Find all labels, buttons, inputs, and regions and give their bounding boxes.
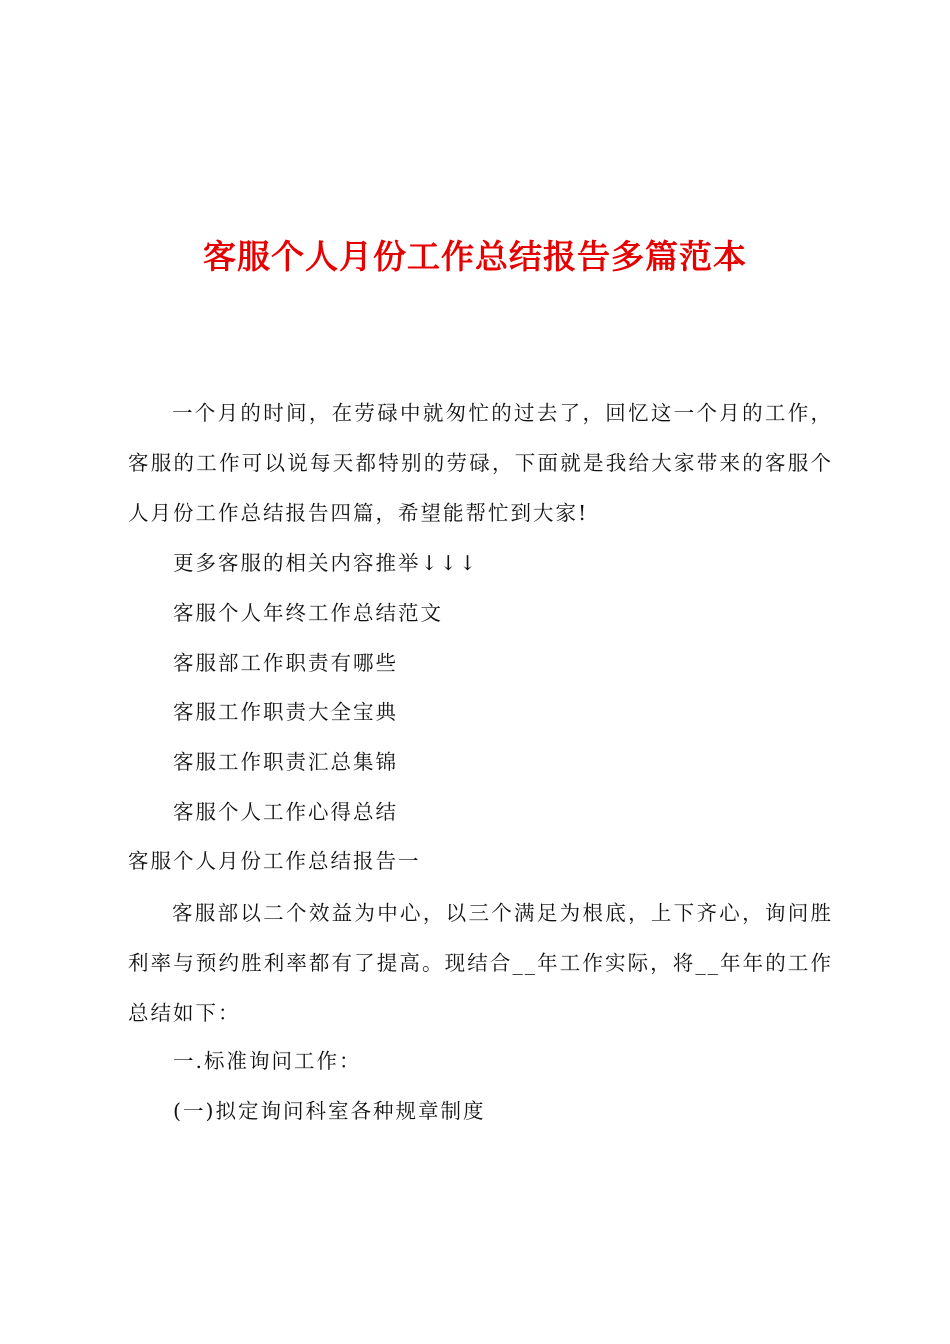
related-link[interactable]: 客服工作职责大全宝典	[173, 700, 398, 724]
intro-paragraph: 一个月的时间，在劳碌中就匆忙的过去了，回忆这一个月的工作，客服的工作可以说每天都特别的劳碌，下面就是我给大家带来的客服个人月份工作总结报告四篇，希望能帮忙到大家!	[128, 401, 833, 525]
document-title: 客服个人月份工作总结报告多篇范本	[203, 237, 747, 277]
section-body-paragraph: 客服部以二个效益为中心，以三个满足为根底，上下齐心，询问胜利率与预约胜利率都有了提高。现结合__年工作实际，将__年年的工作总结如下：	[128, 901, 833, 1025]
subheading-standard-consulting: 一.标准询问工作：	[173, 1049, 362, 1073]
subheading-rules: (一)拟定询问科室各种规章制度	[173, 1099, 486, 1123]
related-link[interactable]: 客服工作职责汇总集锦	[173, 750, 398, 774]
section-heading: 客服个人月份工作总结报告一	[128, 849, 421, 873]
related-link[interactable]: 客服个人年终工作总结范文	[173, 601, 443, 625]
related-link[interactable]: 客服个人工作心得总结	[173, 800, 398, 824]
more-related-label: 更多客服的相关内容推举↓↓↓	[173, 551, 479, 575]
related-link[interactable]: 客服部工作职责有哪些	[173, 651, 398, 675]
